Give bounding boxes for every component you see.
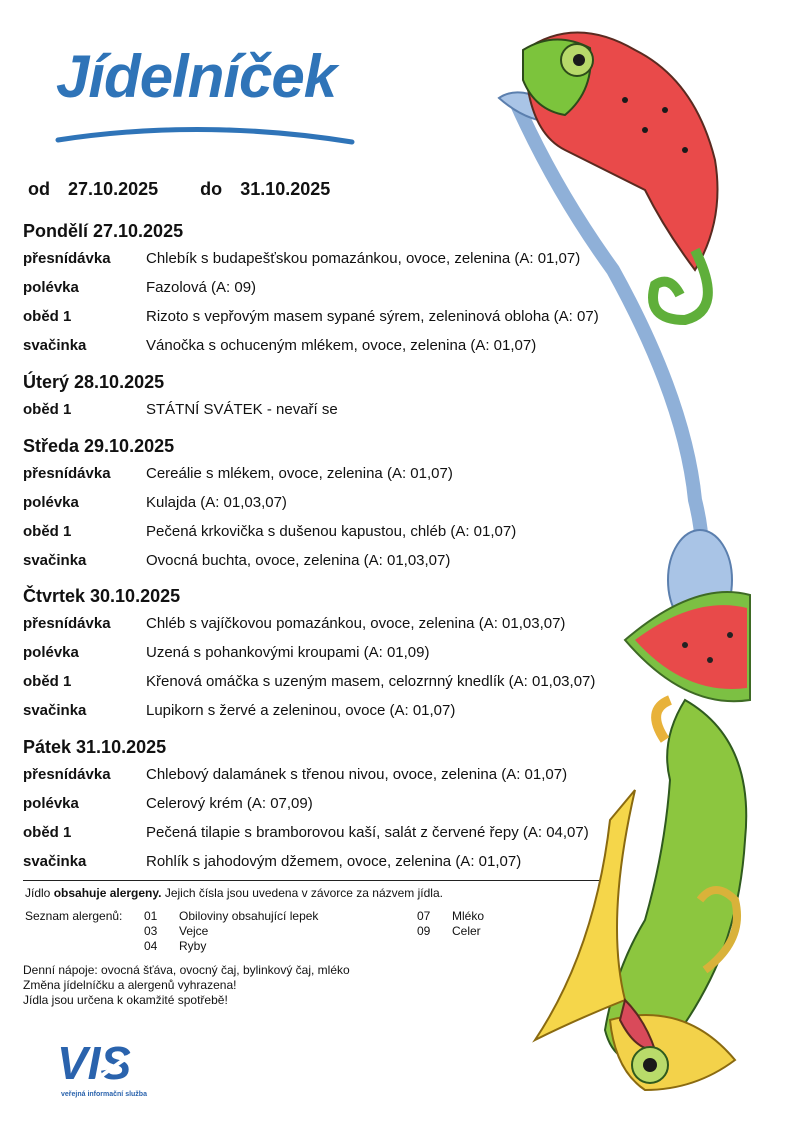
meal-description: Ovocná buchta, ovoce, zelenina (A: 01,03,07) <box>146 552 451 569</box>
allergen-code: 03 <box>144 924 158 938</box>
meal-label: oběd 1 <box>23 401 72 418</box>
meal-label: přesnídávka <box>23 615 111 632</box>
meal-description: Pečená krkovička s dušenou kapustou, chléb (A: 01,07) <box>146 523 517 540</box>
meal-label: oběd 1 <box>23 673 72 690</box>
allergen-item <box>144 909 318 923</box>
day-title: Úterý 28.10.2025 <box>23 372 165 392</box>
allergen-name: Ryby <box>179 939 207 953</box>
date-range <box>28 179 330 200</box>
meal-description: Rohlík s jahodovým džemem, ovoce, zelenina (A: 01,07) <box>146 853 522 870</box>
meal-label: přesnídávka <box>23 465 111 482</box>
chameleon-bottom <box>535 700 746 1090</box>
allergen-code: 07 <box>417 909 431 923</box>
drinks-note: Denní nápoje: ovocná šťáva, ovocný čaj, bylinkový čaj, mléko <box>23 963 350 977</box>
meal-description: Kulajda (A: 01,03,07) <box>146 494 287 511</box>
meal-description: Pečená tilapie s bramborovou kaší, salát z červené řepy (A: 04,07) <box>146 824 589 841</box>
allergen-item <box>144 939 206 953</box>
allergen-code: 04 <box>144 939 158 953</box>
meal-label: polévka <box>23 494 79 511</box>
meal-description: Chlebový dalamánek s třenou nivou, ovoce, zelenina (A: 01,07) <box>146 766 568 783</box>
allergen-note <box>25 886 443 900</box>
info-lines <box>23 963 350 1008</box>
allergen-item <box>417 909 484 923</box>
meal-description: Chlebík s budapešťskou pomazánkou, ovoce, zelenina (A: 01,07) <box>146 250 581 267</box>
meal-label: svačinka <box>23 853 87 870</box>
change-note: Změna jídelníčku a alergenů vyhrazena! <box>23 978 237 992</box>
vis-logo-mark <box>55 1035 175 1091</box>
meal-label: oběd 1 <box>23 523 72 540</box>
allergen-note-lead: Jídlo <box>25 886 54 900</box>
date-from-label: od <box>28 179 50 199</box>
vis-logo-subtitle: veřejná informační služba <box>61 1091 147 1098</box>
allergen-code: 09 <box>417 924 431 938</box>
day-title: Čtvrtek 30.10.2025 <box>23 586 181 606</box>
meal-description: Chléb s vajíčkovou pomazánkou, ovoce, zelenina (A: 01,03,07) <box>146 615 566 632</box>
meal-label: svačinka <box>23 702 87 719</box>
meal-label: oběd 1 <box>23 308 72 325</box>
meal-label: polévka <box>23 644 79 661</box>
meal-description: Uzená s pohankovými kroupami (A: 01,09) <box>146 644 430 661</box>
day-title: Středa 29.10.2025 <box>23 436 175 456</box>
page-title-block <box>52 42 362 154</box>
allergen-code: 01 <box>144 909 158 923</box>
date-from: 27.10.2025 <box>68 179 159 199</box>
chameleon-illustration <box>495 20 755 1120</box>
page-title: Jídelníček <box>56 43 337 110</box>
day-title: Pondělí 27.10.2025 <box>23 221 184 241</box>
date-to: 31.10.2025 <box>240 179 331 199</box>
allergen-name: Mléko <box>452 909 485 923</box>
allergen-item <box>417 924 481 938</box>
meal-description: Vánočka s ochuceným mlékem, ovoce, zelenina (A: 01,07) <box>146 337 537 354</box>
allergen-list-label: Seznam alergenů: <box>25 909 123 923</box>
allergen-item <box>144 924 208 938</box>
allergen-name: Vejce <box>179 924 209 938</box>
watermelon-slice <box>625 592 750 701</box>
meal-description: Křenová omáčka s uzeným masem, celozrnný knedlík (A: 01,03,07) <box>146 673 596 690</box>
vis-logo <box>55 1035 175 1105</box>
meal-label: přesnídávka <box>23 250 111 267</box>
meal-description: Fazolová (A: 09) <box>146 279 257 296</box>
meal-label: polévka <box>23 795 79 812</box>
allergen-note-bold: obsahuje alergeny. <box>53 886 162 900</box>
meal-description: Cereálie s mlékem, ovoce, zelenina (A: 01,07) <box>146 465 453 482</box>
day-title: Pátek 31.10.2025 <box>23 737 167 757</box>
consume-note: Jídla jsou určena k okamžité spotřebě! <box>23 993 228 1007</box>
meal-label: svačinka <box>23 552 87 569</box>
meal-label: přesnídávka <box>23 766 111 783</box>
meal-label: oběd 1 <box>23 824 72 841</box>
meal-description: Celerový krém (A: 07,09) <box>146 795 313 812</box>
meal-description: Rizoto s vepřovým masem sypané sýrem, zeleninová obloha (A: 07) <box>146 308 599 325</box>
allergen-note-rest: Jejich čísla jsou uvedena v závorce za názvem jídla. <box>161 886 443 900</box>
vis-logo-text: VIS <box>57 1037 132 1089</box>
meal-description: STÁTNÍ SVÁTEK - nevaří se <box>146 401 338 418</box>
meal-label: svačinka <box>23 337 87 354</box>
date-to-label: do <box>200 179 223 199</box>
meal-label: polévka <box>23 279 79 296</box>
allergen-name: Celer <box>452 924 481 938</box>
meal-description: Lupikorn s žervé a zeleninou, ovoce (A: 01,07) <box>146 702 456 719</box>
allergen-name: Obiloviny obsahující lepek <box>179 909 319 923</box>
title-swoosh <box>52 120 362 150</box>
